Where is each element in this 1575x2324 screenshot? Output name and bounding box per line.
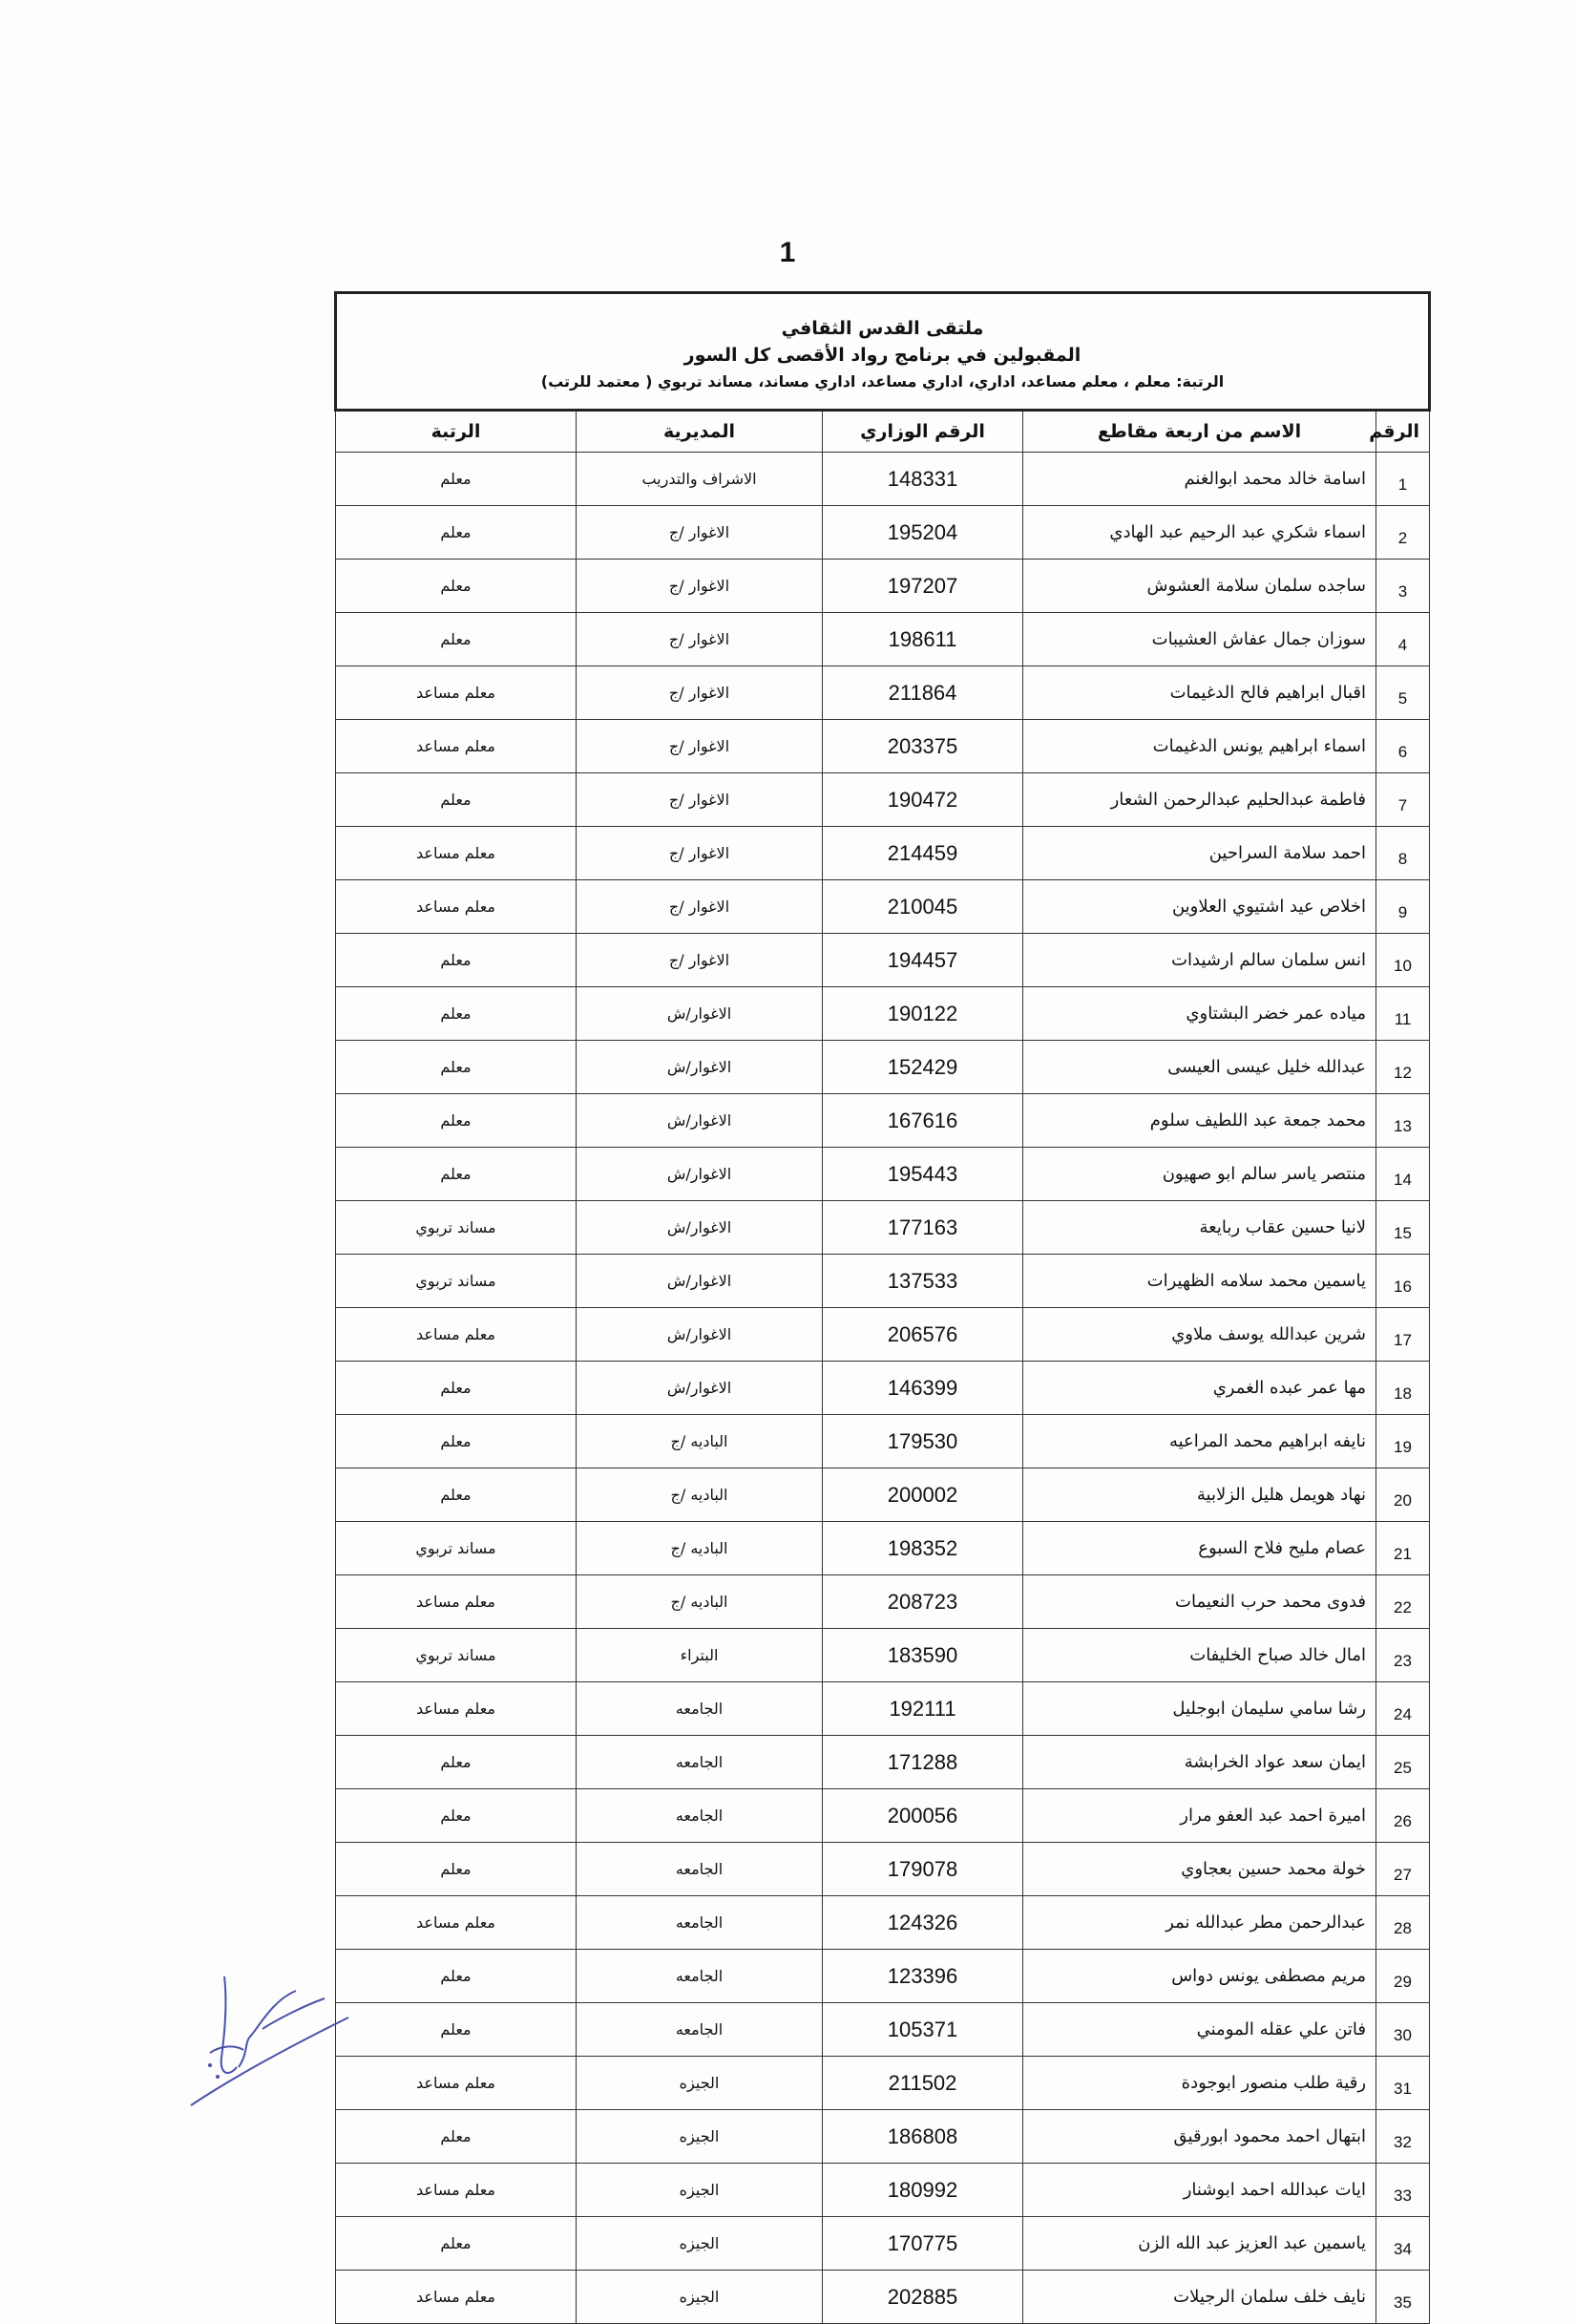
row-number: 17 — [1376, 1308, 1430, 1362]
row-rank: معلم مساعد — [336, 1896, 577, 1950]
col-header-rank: الرتبة — [336, 411, 577, 453]
row-name: اميرة احمد عبد العفو مرار — [1023, 1789, 1376, 1843]
row-number: 31 — [1376, 2057, 1430, 2110]
row-rank: معلم مساعد — [336, 1682, 577, 1736]
row-directorate: الجيزه — [577, 2057, 823, 2110]
row-number: 28 — [1376, 1896, 1430, 1950]
row-ministry-id: 200002 — [823, 1468, 1023, 1522]
table-row — [336, 1843, 1430, 1896]
row-ministry-id: 211502 — [823, 2057, 1023, 2110]
row-number: 24 — [1376, 1682, 1430, 1736]
table-row — [336, 666, 1430, 720]
table-row — [336, 1415, 1430, 1468]
row-ministry-id: 198611 — [823, 613, 1023, 666]
row-number: 19 — [1376, 1415, 1430, 1468]
row-ministry-id: 192111 — [823, 1682, 1023, 1736]
row-number: 29 — [1376, 1950, 1430, 2003]
row-directorate: الجيزه — [577, 2271, 823, 2324]
table-body — [336, 453, 1430, 2324]
row-name: رشا سامي سليمان ابوجليل — [1023, 1682, 1376, 1736]
table-row — [336, 2271, 1430, 2324]
row-directorate: الاغوار /ج — [577, 666, 823, 720]
row-directorate: البتراء — [577, 1629, 823, 1682]
row-number: 1 — [1376, 453, 1430, 506]
row-rank: معلم مساعد — [336, 827, 577, 880]
row-ministry-id: 146399 — [823, 1362, 1023, 1415]
table-row — [336, 560, 1430, 613]
row-directorate: الاشراف والتدريب — [577, 453, 823, 506]
col-header-num: الرقم — [1376, 411, 1430, 453]
table-row — [336, 1468, 1430, 1522]
row-directorate: الجامعه — [577, 1682, 823, 1736]
row-rank: معلم — [336, 773, 577, 827]
row-ministry-id: 152429 — [823, 1041, 1023, 1094]
row-rank: معلم — [336, 987, 577, 1041]
row-rank: معلم مساعد — [336, 720, 577, 773]
row-number: 13 — [1376, 1094, 1430, 1148]
row-name: احمد سلامة السراحين — [1023, 827, 1376, 880]
row-directorate: الاغوار/ش — [577, 1148, 823, 1201]
row-name: عصام مليح فلاح السبوع — [1023, 1522, 1376, 1575]
row-number: 8 — [1376, 827, 1430, 880]
row-name: ياسمين عبد العزيز عبد الله الزن — [1023, 2217, 1376, 2271]
row-name: عبدالله خليل عيسى العيسى — [1023, 1041, 1376, 1094]
row-number: 30 — [1376, 2003, 1430, 2057]
row-rank: معلم — [336, 1843, 577, 1896]
row-rank: معلم مساعد — [336, 2271, 577, 2324]
row-directorate: الاغوار/ش — [577, 1362, 823, 1415]
row-name: امال خالد صباح الخليفات — [1023, 1629, 1376, 1682]
row-name: ساجده سلمان سلامة العشوش — [1023, 560, 1376, 613]
row-rank: معلم مساعد — [336, 666, 577, 720]
row-ministry-id: 211864 — [823, 666, 1023, 720]
row-name: اسامة خالد محمد ابوالغنم — [1023, 453, 1376, 506]
row-directorate: الجامعه — [577, 1843, 823, 1896]
row-number: 14 — [1376, 1148, 1430, 1201]
row-rank: معلم — [336, 2003, 577, 2057]
table-row — [336, 1041, 1430, 1094]
row-name: فاطمة عبدالحليم عبدالرحمن الشعار — [1023, 773, 1376, 827]
program-title: المقبولين في برنامج رواد الأقصى كل السور — [683, 345, 1082, 366]
row-directorate: الجامعه — [577, 1736, 823, 1789]
row-directorate: الجامعه — [577, 2003, 823, 2057]
row-directorate: الاغوار /ج — [577, 880, 823, 934]
row-rank: معلم — [336, 1148, 577, 1201]
row-ministry-id: 190122 — [823, 987, 1023, 1041]
row-name: نايف خلف سلمان الرجيلات — [1023, 2271, 1376, 2324]
row-number: 12 — [1376, 1041, 1430, 1094]
row-rank: معلم مساعد — [336, 2057, 577, 2110]
row-ministry-id: 202885 — [823, 2271, 1023, 2324]
row-ministry-id: 179078 — [823, 1843, 1023, 1896]
row-ministry-id: 171288 — [823, 1736, 1023, 1789]
row-directorate: الاغوار/ش — [577, 1094, 823, 1148]
accepted-list-table — [334, 291, 1431, 2324]
row-number: 26 — [1376, 1789, 1430, 1843]
row-rank: مساند تربوي — [336, 1629, 577, 1682]
ranks-note: الرتبة: معلم ، معلم مساعد، اداري، اداري مساعد، اداري مساند، مساند تربوي ( معتمد للرتب) — [540, 372, 1225, 391]
table-header-box — [336, 293, 1430, 411]
row-ministry-id: 105371 — [823, 2003, 1023, 2057]
row-ministry-id: 177163 — [823, 1201, 1023, 1255]
row-ministry-id: 167616 — [823, 1094, 1023, 1148]
row-rank: معلم — [336, 1468, 577, 1522]
row-rank: مساند تربوي — [336, 1201, 577, 1255]
table-row — [336, 720, 1430, 773]
table-row — [336, 2003, 1430, 2057]
row-name: انس سلمان سالم ارشيدات — [1023, 934, 1376, 987]
row-rank: معلم — [336, 2110, 577, 2164]
row-ministry-id: 210045 — [823, 880, 1023, 934]
table-row — [336, 1736, 1430, 1789]
row-name: شرين عبدالله يوسف ملاوي — [1023, 1308, 1376, 1362]
row-ministry-id: 200056 — [823, 1789, 1023, 1843]
row-ministry-id: 190472 — [823, 773, 1023, 827]
row-rank: معلم — [336, 1415, 577, 1468]
row-number: 5 — [1376, 666, 1430, 720]
row-ministry-id: 124326 — [823, 1896, 1023, 1950]
row-directorate: الاغوار /ج — [577, 560, 823, 613]
row-number: 25 — [1376, 1736, 1430, 1789]
table-row — [336, 1789, 1430, 1843]
row-name: نايفه ابراهيم محمد المراعيه — [1023, 1415, 1376, 1468]
row-directorate: الاغوار/ش — [577, 1255, 823, 1308]
row-ministry-id: 180992 — [823, 2164, 1023, 2217]
row-directorate: الجامعه — [577, 1950, 823, 2003]
row-number: 15 — [1376, 1201, 1430, 1255]
row-rank: معلم — [336, 1041, 577, 1094]
row-directorate: الاغوار/ش — [577, 987, 823, 1041]
signature — [181, 1962, 372, 2124]
row-ministry-id: 194457 — [823, 934, 1023, 987]
row-directorate: الاغوار /ج — [577, 720, 823, 773]
col-header-directorate: المديرية — [577, 411, 823, 453]
row-directorate: الاغوار/ش — [577, 1201, 823, 1255]
row-directorate: الجيزه — [577, 2164, 823, 2217]
row-rank: معلم — [336, 1362, 577, 1415]
row-name: عبدالرحمن مطر عبدالله نمر — [1023, 1896, 1376, 1950]
row-number: 6 — [1376, 720, 1430, 773]
row-directorate: الاغوار /ج — [577, 934, 823, 987]
row-number: 23 — [1376, 1629, 1430, 1682]
row-rank: معلم مساعد — [336, 1308, 577, 1362]
table-row — [336, 987, 1430, 1041]
row-directorate: الباديه /ج — [577, 1468, 823, 1522]
row-directorate: الاغوار /ج — [577, 613, 823, 666]
row-ministry-id: 148331 — [823, 453, 1023, 506]
row-rank: معلم — [336, 1736, 577, 1789]
row-ministry-id: 137533 — [823, 1255, 1023, 1308]
row-name: فدوى محمد حرب النعيمات — [1023, 1575, 1376, 1629]
row-number: 11 — [1376, 987, 1430, 1041]
row-directorate: الجامعه — [577, 1789, 823, 1843]
row-ministry-id: 123396 — [823, 1950, 1023, 2003]
row-directorate: الاغوار /ج — [577, 827, 823, 880]
table-row — [336, 1629, 1430, 1682]
table-row — [336, 1362, 1430, 1415]
row-name: اخلاص عيد اشتيوي العلاوين — [1023, 880, 1376, 934]
org-title: ملتقى القدس الثقافي — [781, 318, 984, 339]
row-name: مها عمر عبده الغمري — [1023, 1362, 1376, 1415]
row-ministry-id: 203375 — [823, 720, 1023, 773]
table-row — [336, 934, 1430, 987]
row-number: 16 — [1376, 1255, 1430, 1308]
row-rank: معلم — [336, 506, 577, 560]
row-number: 7 — [1376, 773, 1430, 827]
row-ministry-id: 208723 — [823, 1575, 1023, 1629]
table-row — [336, 1201, 1430, 1255]
row-name: اسماء شكري عبد الرحيم عبد الهادي — [1023, 506, 1376, 560]
table-row — [336, 1522, 1430, 1575]
table-row — [336, 2164, 1430, 2217]
row-directorate: الباديه /ج — [577, 1415, 823, 1468]
row-number: 2 — [1376, 506, 1430, 560]
row-rank: مساند تربوي — [336, 1255, 577, 1308]
row-number: 27 — [1376, 1843, 1430, 1896]
row-rank: معلم مساعد — [336, 880, 577, 934]
row-name: ايات عبدالله احمد ابوشنار — [1023, 2164, 1376, 2217]
table-row — [336, 1575, 1430, 1629]
row-directorate: الجيزه — [577, 2110, 823, 2164]
row-number: 9 — [1376, 880, 1430, 934]
row-ministry-id: 195443 — [823, 1148, 1023, 1201]
row-name: سوزان جمال عفاش العشيبات — [1023, 613, 1376, 666]
row-rank: معلم — [336, 1094, 577, 1148]
row-number: 10 — [1376, 934, 1430, 987]
col-header-id: الرقم الوزاري — [823, 411, 1023, 453]
row-number: 32 — [1376, 2110, 1430, 2164]
table-row — [336, 773, 1430, 827]
table-row — [336, 2057, 1430, 2110]
table-row — [336, 1255, 1430, 1308]
column-headers — [336, 411, 1430, 453]
table-row — [336, 827, 1430, 880]
row-name: اسماء ابراهيم يونس الدغيمات — [1023, 720, 1376, 773]
row-ministry-id: 206576 — [823, 1308, 1023, 1362]
row-name: مياده عمر خضر البشتاوي — [1023, 987, 1376, 1041]
row-name: ايمان سعد عواد الخرابشة — [1023, 1736, 1376, 1789]
row-directorate: الباديه /ج — [577, 1522, 823, 1575]
row-ministry-id: 179530 — [823, 1415, 1023, 1468]
table-row — [336, 2110, 1430, 2164]
table-row — [336, 1950, 1430, 2003]
row-rank: معلم — [336, 934, 577, 987]
col-header-name: الاسم من اربعة مقاطع — [1023, 411, 1376, 453]
row-name: رقية طلب منصور ابوجودة — [1023, 2057, 1376, 2110]
row-number: 4 — [1376, 613, 1430, 666]
table-row — [336, 453, 1430, 506]
table-row — [336, 1682, 1430, 1736]
row-name: لانيا حسين عقاب ربايعة — [1023, 1201, 1376, 1255]
row-directorate: الجامعه — [577, 1896, 823, 1950]
table-row — [336, 880, 1430, 934]
row-rank: معلم — [336, 1789, 577, 1843]
row-rank: معلم — [336, 613, 577, 666]
row-number: 3 — [1376, 560, 1430, 613]
row-directorate: الجيزه — [577, 2217, 823, 2271]
row-rank: معلم — [336, 560, 577, 613]
row-name: نهاد هويمل هليل الزلابية — [1023, 1468, 1376, 1522]
row-ministry-id: 186808 — [823, 2110, 1023, 2164]
row-name: منتصر ياسر سالم ابو صهيون — [1023, 1148, 1376, 1201]
row-name: محمد جمعة عبد اللطيف سلوم — [1023, 1094, 1376, 1148]
row-directorate: الاغوار/ش — [577, 1308, 823, 1362]
row-directorate: الاغوار/ش — [577, 1041, 823, 1094]
row-number: 34 — [1376, 2217, 1430, 2271]
table-row — [336, 506, 1430, 560]
table-row — [336, 1308, 1430, 1362]
row-ministry-id: 197207 — [823, 560, 1023, 613]
row-number: 33 — [1376, 2164, 1430, 2217]
row-directorate: الاغوار /ج — [577, 773, 823, 827]
table-row — [336, 1148, 1430, 1201]
row-name: مريم مصطفى يونس دواس — [1023, 1950, 1376, 2003]
table-row — [336, 1896, 1430, 1950]
row-number: 35 — [1376, 2271, 1430, 2324]
row-ministry-id: 195204 — [823, 506, 1023, 560]
row-rank: معلم — [336, 453, 577, 506]
row-rank: معلم مساعد — [336, 2164, 577, 2217]
row-number: 22 — [1376, 1575, 1430, 1629]
row-rank: معلم مساعد — [336, 1575, 577, 1629]
page-number: 1 — [779, 237, 796, 268]
row-name: اقبال ابراهيم فالح الدغيمات — [1023, 666, 1376, 720]
table-row — [336, 613, 1430, 666]
table-row — [336, 1094, 1430, 1148]
row-name: ابتهال احمد محمود ابورقيق — [1023, 2110, 1376, 2164]
row-ministry-id: 214459 — [823, 827, 1023, 880]
row-number: 20 — [1376, 1468, 1430, 1522]
row-name: فاتن علي عقله المومني — [1023, 2003, 1376, 2057]
row-directorate: الاغوار /ج — [577, 506, 823, 560]
row-rank: مساند تربوي — [336, 1522, 577, 1575]
row-rank: معلم — [336, 2217, 577, 2271]
row-number: 18 — [1376, 1362, 1430, 1415]
row-directorate: الباديه /ج — [577, 1575, 823, 1629]
row-name: ياسمين محمد سلامه الظهيرات — [1023, 1255, 1376, 1308]
row-name: خولة محمد حسين بعجاوي — [1023, 1843, 1376, 1896]
row-ministry-id: 198352 — [823, 1522, 1023, 1575]
row-ministry-id: 183590 — [823, 1629, 1023, 1682]
row-ministry-id: 170775 — [823, 2217, 1023, 2271]
row-rank: معلم — [336, 1950, 577, 2003]
row-number: 21 — [1376, 1522, 1430, 1575]
